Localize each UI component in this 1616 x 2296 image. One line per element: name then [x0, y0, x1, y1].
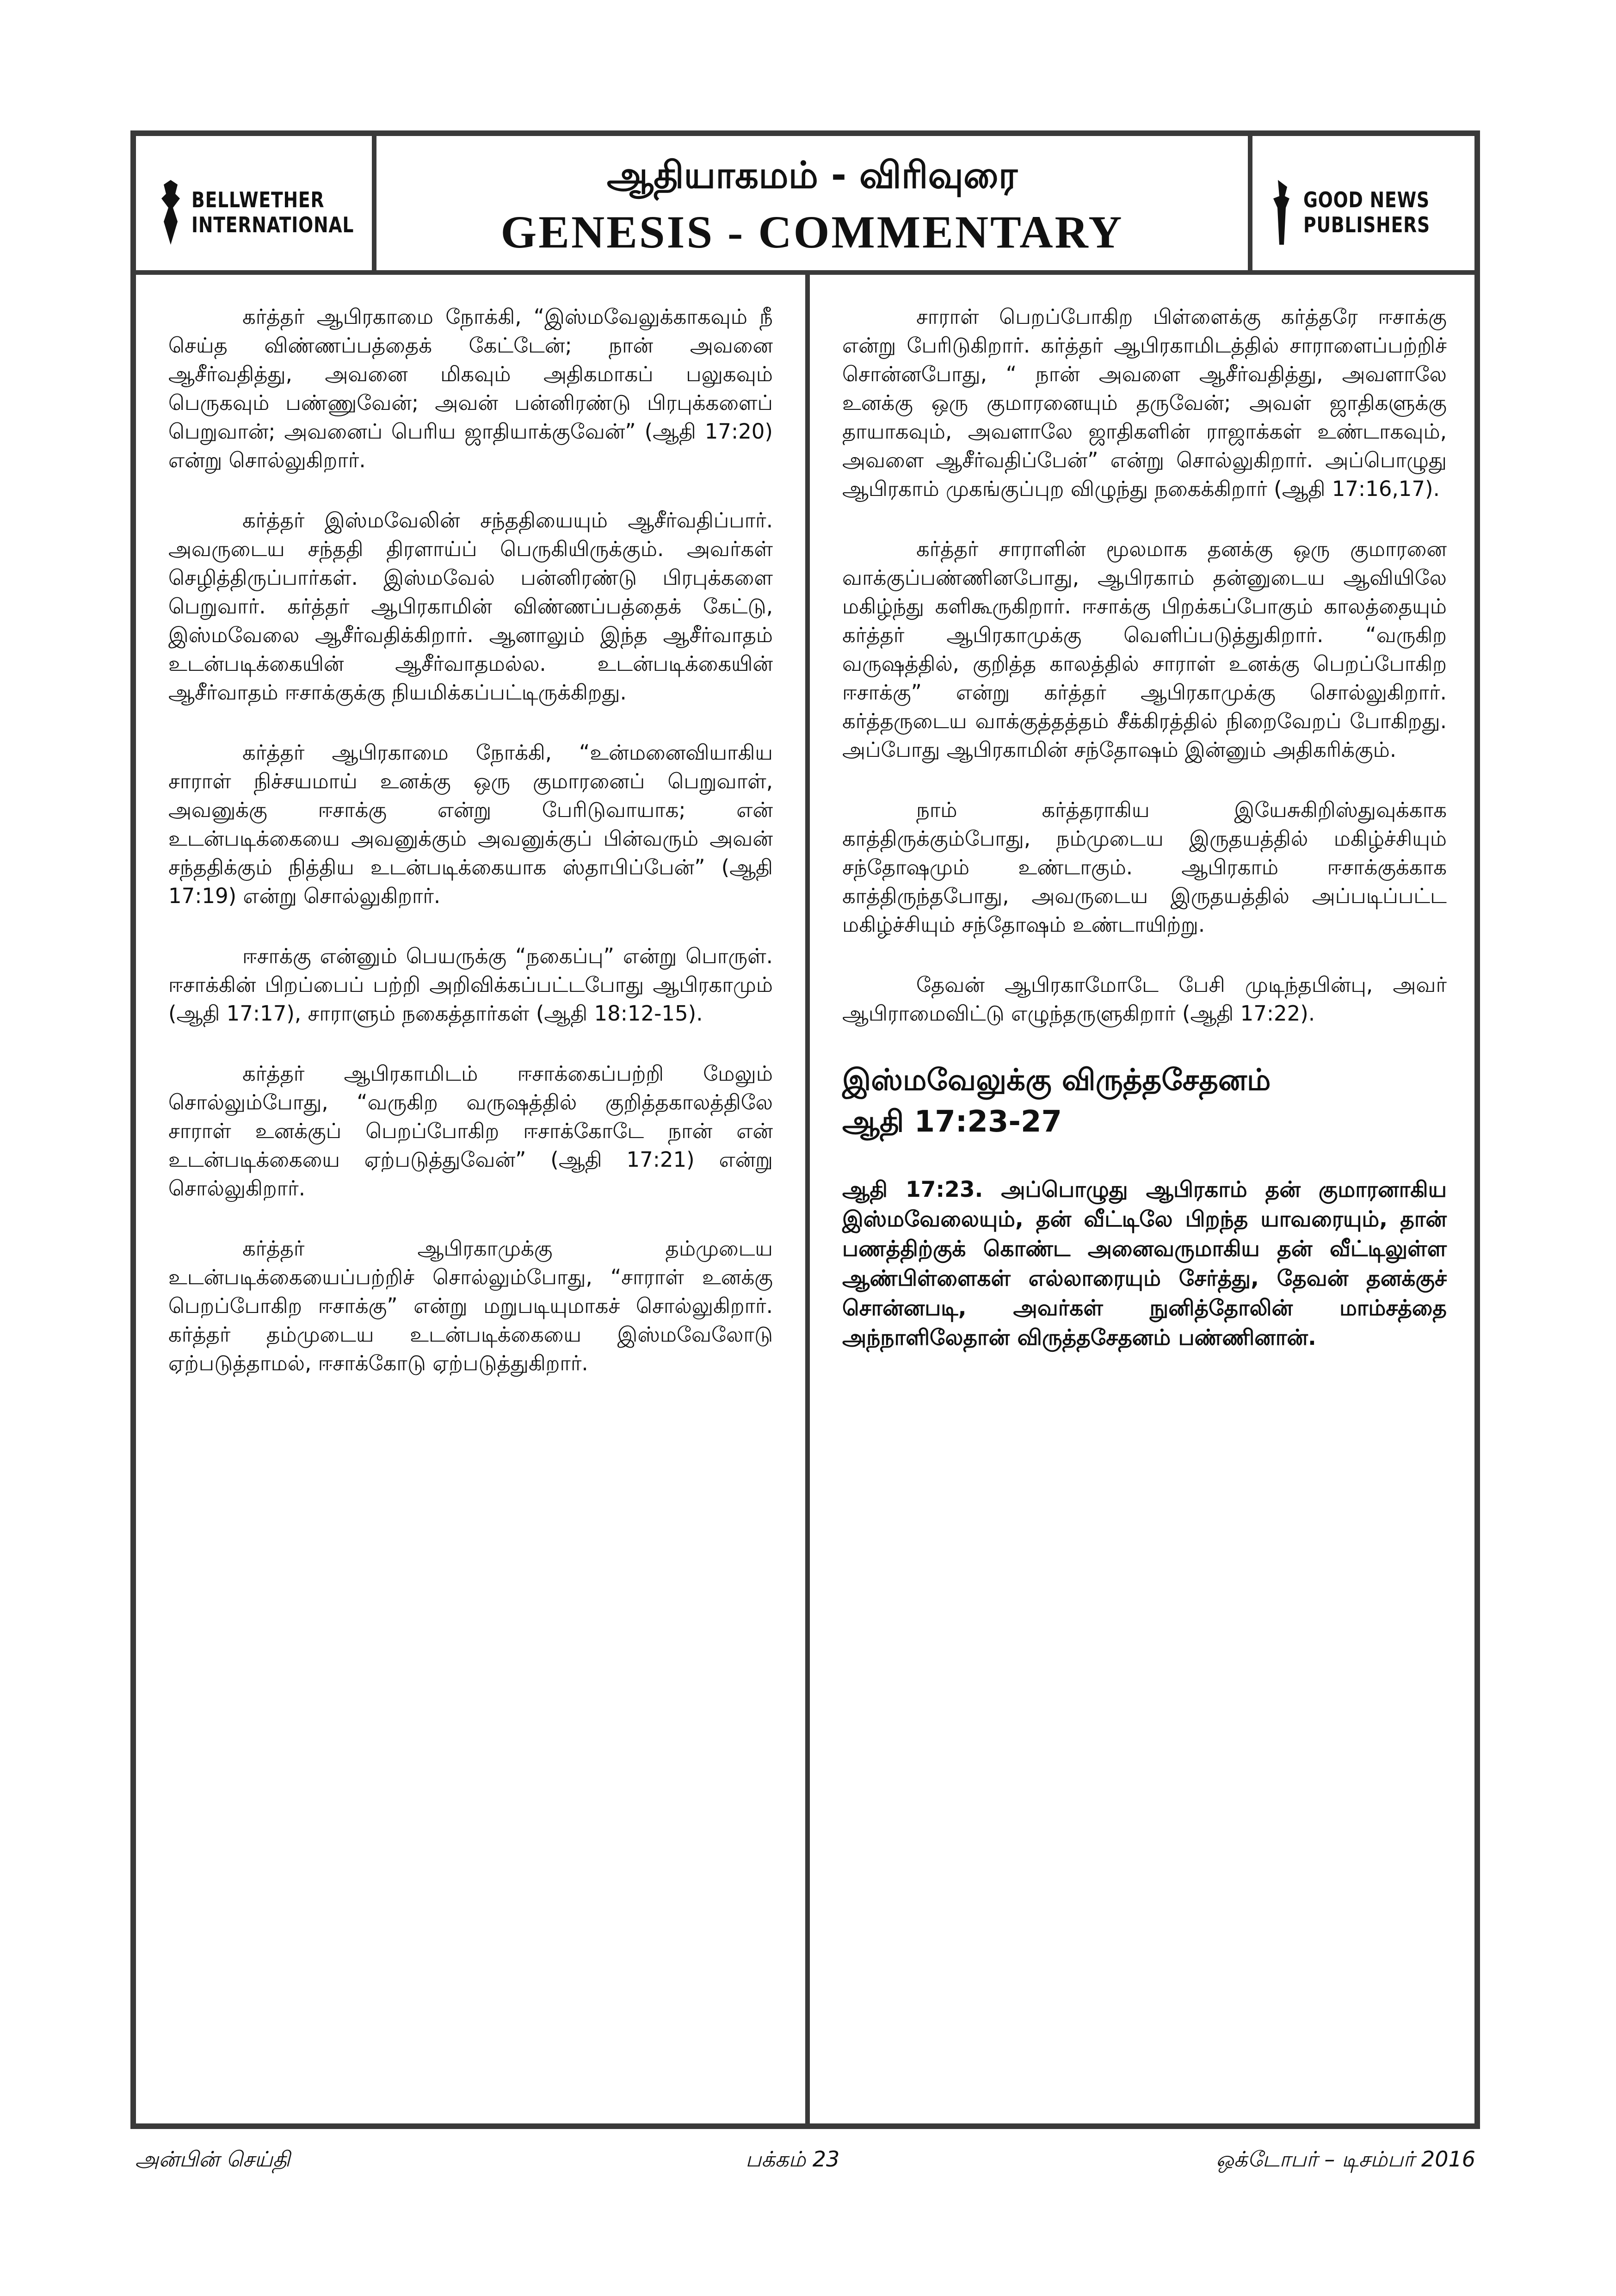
right-column — [810, 275, 1474, 2123]
torch-icon — [1266, 180, 1299, 245]
paragraph: கர்த்தர் இஸ்மவேலின் சந்ததியையும் ஆசீர்வதிப்பார். அவருடைய சந்ததி திரளாய்ப் பெருகியிருக்கும். அவர்கள் செழித்திருப்பார்கள். இஸ்மவேல் பன்னிரண்டு பிரபுக்களை பெறுவார். கர்த்தர் ஆபிரகாமின் விண்ணப்பத்தைக் கேட்டு, இஸ்மவேலை ஆசீர்வதிக்கிறார். ஆனாலும் இந்த ஆசீர்வாதம் உடன்படிக்கையின் ஆசீர்வாதமல்ல. உடன்படிக்கையின் ஆசீர்வாதம் ஈசாக்குக்கு நியமிக்கப்பட்டிருக்கிறது. — [168, 508, 773, 705]
good-news-logo — [1266, 180, 1458, 245]
section-heading-reference: ஆதி 17:23-27 — [842, 1105, 1062, 1139]
paragraph: கர்த்தர் ஆபிரகாமை நோக்கி, “உன்மனைவியாகிய சாராள் நிச்சயமாய் உனக்கு ஒரு குமாரனைப் பெறுவாள், அவனுக்கு ஈசாக்கு என்று பேரிடுவாயாக; என் உடன்படிக்கையை அவனுக்கும் அவனுக்குப் பின்வரும் அவன் சந்ததிக்கும் நித்திய உடன்படிக்கையாக ஸ்தாபிப்பேன்” (ஆதி 17:19) என்று சொல்லுகிறார். — [168, 740, 773, 908]
paragraph: கர்த்தர் ஆபிரகாமிடம் ஈசாக்கைப்பற்றி மேலும் சொல்லும்போது, “வருகிற வருஷத்தில் குறித்தகாலத்திலே சாராள் உனக்குப் பெறப்போகிற ஈசாக்கோடே நான் என் உடன்படிக்கையை ஏற்படுத்துவேன்” (ஆதி 17:21) என்று சொல்லுகிறார். — [168, 1061, 773, 1201]
bellwether-line1: BELLWETHER — [191, 187, 325, 212]
title-english: GENESIS - COMMENTARY — [500, 206, 1124, 258]
footer-magazine: அன்பின் செய்தி — [135, 2147, 290, 2172]
footer-date: ஒக்டோபர் – டிசம்பர் 2016 — [1216, 2147, 1475, 2172]
bell-ram-icon — [154, 180, 187, 245]
bellwether-logo — [154, 180, 389, 245]
header — [136, 136, 1474, 275]
paragraph: ஈசாக்கு என்னும் பெயருக்கு “நகைப்பு” என்று பொருள். ஈசாக்கின் பிறப்பைப் பற்றி அறிவிக்கப்பட்டபோது ஆபிரகாமும் (ஆதி 17:17), சாராளும் நகைத்தார்கள் (ஆதி 18:12-15). — [168, 944, 773, 1026]
section-heading — [842, 1059, 1447, 1143]
bellwether-logo-cell — [136, 136, 376, 270]
paragraph: நாம் கர்த்தராகிய இயேசுகிறிஸ்துவுக்காக காத்திருக்கும்போது, நம்முடைய இருதயத்தில் மகிழ்ச்சியும் சந்தோஷமும் உண்டாகும். ஆபிரகாம் ஈசாக்குக்காக காத்திருந்தபோது, அவருடைய இருதயத்தில் அப்படிப்பட்ட மகிழ்ச்சியும் சந்தோஷம் உண்டாயிற்று. — [842, 798, 1447, 937]
paragraph: கர்த்தர் ஆபிரகாமுக்கு தம்முடைய உடன்படிக்கையைப்பற்றிச் சொல்லும்போது, “சாராள் உனக்கு பெறப்போகிற ஈசாக்கு” என்று மறுபடியுமாகச் சொல்லுகிறார். கர்த்தர் தம்முடைய உடன்படிக்கையை இஸ்மவேலோடு ஏற்படுத்தாமல், ஈசாக்கோடு ஏற்படுத்துகிறார். — [168, 1236, 773, 1375]
good-news-line1: GOOD NEWS — [1303, 187, 1430, 212]
good-news-line2: PUBLISHERS — [1303, 212, 1431, 237]
paragraph: தேவன் ஆபிரகாமோடே பேசி முடிந்தபின்பு, அவர் ஆபிராமைவிட்டு எழுந்தருளுகிறார் (ஆதி 17:22). — [842, 972, 1447, 1026]
left-column — [136, 275, 810, 2123]
paragraph: சாராள் பெறப்போகிற பிள்ளைக்கு கர்த்தரே ஈசாக்கு என்று பேரிடுகிறார். கர்த்தர் ஆபிரகாமிடத்தில் சாராளைப்பற்றிச் சொன்னபோது, “ நான் அவளை ஆசீர்வதித்து, அவளாலே உனக்கு ஒரு குமாரனையும் தருவேன்; அவள் ஜாதிகளுக்கு தாயாகவும், அவளாலே ஜாதிகளின் ராஜாக்கள் உண்டாகவும், அவளை ஆசீர்வதிப்பேன்” என்று சொல்லுகிறார். அப்பொழுது ஆபிரகாம் முகங்குப்புற விழுந்து நகைக்கிறார் (ஆதி 17:16,17). — [842, 304, 1447, 501]
good-news-logo-cell — [1248, 136, 1474, 270]
verse-text: ஆதி 17:23. அப்பொழுது ஆபிரகாம் தன் குமாரனாகிய இஸ்மவேலையும், தன் வீட்டிலே பிறந்த யாவரையும், தான் பணத்திற்குக் கொண்ட அனைவருமாகிய தன் வீட்டிலுள்ள ஆண்பிள்ளைகள் எல்லாரையும் சேர்த்து, தேவன் தனக்குச் சொன்னபடி, அவர்கள் நுனித்தோலின் மாம்சத்தை அந்நாளிலேதான் விருத்தசேதனம் பண்ணினான். — [842, 1177, 1447, 1350]
title-tamil: ஆதியாகமம் - விரிவுரை — [606, 154, 1018, 197]
footer — [130, 2147, 1480, 2174]
bellwether-line2: INTERNATIONAL — [191, 212, 354, 237]
section-heading-title: இஸ்மவேலுக்கு விருத்தசேதனம் — [842, 1063, 1271, 1097]
page-frame — [130, 130, 1480, 2129]
title-cell — [376, 136, 1248, 270]
footer-page-number: பக்கம் 23 — [746, 2147, 840, 2172]
paragraph: கர்த்தர் சாராளின் மூலமாக தனக்கு ஒரு குமாரனை வாக்குப்பண்ணினபோது, ஆபிரகாம் தன்னுடைய ஆவியிலே மகிழ்ந்து களிகூருகிறார். ஈசாக்கு பிறக்கப்போகும் காலத்தையும் கர்த்தர் ஆபிரகாமுக்கு வெளிப்படுத்துகிறார். “வருகிற வருஷத்தில், குறித்த காலத்தில் சாராள் உனக்கு பெறப்போகிற ஈசாக்கு” என்று கர்த்தர் ஆபிரகாமுக்கு சொல்லுகிறார். கர்த்தருடைய வாக்குத்தத்தம் சீக்கிரத்தில் நிறைவேறப் போகிறது. அப்போது ஆபிரகாமின் சந்தோஷம் இன்னும் அதிகரிக்கும். — [842, 537, 1447, 762]
paragraph: கர்த்தர் ஆபிரகாமை நோக்கி, “இஸ்மவேலுக்காகவும் நீ செய்த விண்ணப்பத்தைக் கேட்டேன்; நான் அவனை ஆசீர்வதித்து, அவனை மிகவும் அதிகமாகப் பலுகவும் பெருகவும் பண்ணுவேன்; அவன் பன்னிரண்டு பிரபுக்களைப் பெறுவான்; அவனைப் பெரிய ஜாதியாக்குவேன்” (ஆதி 17:20) என்று சொல்லுகிறார். — [168, 304, 773, 472]
